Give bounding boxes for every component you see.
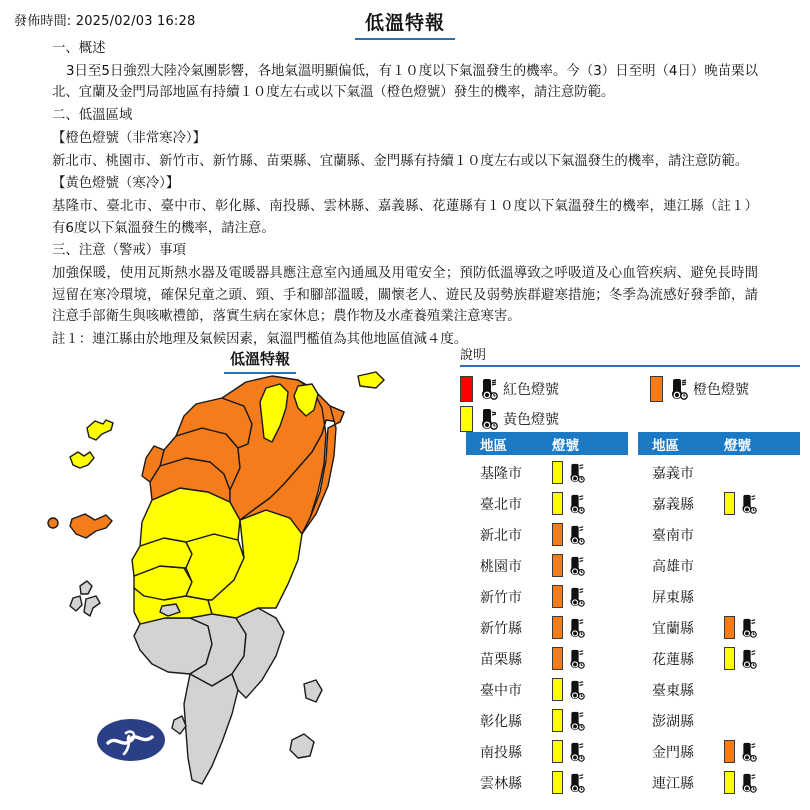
legend-title: 說明	[460, 344, 800, 367]
signal-swatch-orange	[724, 740, 735, 763]
thermometer-icon	[565, 710, 585, 732]
region-table-right	[638, 432, 800, 798]
thermometer-icon	[565, 741, 585, 763]
legend-panel	[460, 344, 800, 434]
map-title-text: 低溫特報	[224, 348, 296, 374]
table-cell-area: 基隆市	[480, 465, 522, 482]
table-cell-signal	[552, 709, 622, 732]
table-cell-area: 彰化縣	[480, 713, 522, 730]
publish-time-value: 2025/02/03 16:28	[75, 14, 196, 29]
signal-swatch-yellow	[552, 771, 563, 794]
table-row[interactable]	[466, 736, 628, 767]
map-region-lienchiang-b[interactable]	[70, 452, 94, 468]
table-row[interactable]	[466, 705, 628, 736]
legend-items	[460, 374, 800, 434]
table-row[interactable]	[466, 550, 628, 581]
orange-signal-bracket: 【橙色燈號（非常寒冷）】	[52, 130, 206, 146]
table-cell-signal	[552, 523, 622, 546]
table-row[interactable]	[638, 705, 800, 736]
table-row[interactable]	[466, 488, 628, 519]
yellow-signal-bracket: 【黃色燈號（寒冷）】	[52, 176, 180, 192]
thermometer-icon	[565, 555, 585, 577]
thermometer-icon	[565, 772, 585, 794]
yellow-signal-regions: 基隆市、臺北市、臺中市、彰化縣、南投縣、雲林縣、嘉義縣、花蓮縣有１０度以下氣溫發生的機率，連江縣（註１）有6度以下氣溫發生的機率，請注意。	[52, 198, 758, 236]
table-cell-area: 金門縣	[652, 744, 694, 761]
map-region-matsu-islet[interactable]	[358, 372, 384, 388]
table-header-row	[466, 432, 628, 455]
thermometer-icon	[476, 407, 498, 431]
table-cell-signal	[552, 678, 622, 701]
orange-signal-regions: 新北市、桃園市、新竹市、新竹縣、苗栗縣、宜蘭縣、金門縣有持續１０度左右或以下氣溫發生的機率，請注意防範。	[52, 153, 749, 169]
legend-item-red[interactable]	[460, 376, 650, 402]
column-header-signal: 燈號	[552, 437, 579, 454]
table-cell-signal	[552, 585, 622, 608]
table-cell-signal	[724, 771, 794, 794]
signal-swatch-orange	[552, 523, 563, 546]
section1-body: 3日至5日強烈大陸冷氣團影響，各地氣溫明顯偏低，有１０度以下氣溫發生的機率。今（3）日至明（4日）晚苗栗以北、宜蘭及金門局部地區有持續１０度左右或以下氣溫（橙色燈號）發生的機率，請注意防範。	[52, 63, 758, 101]
thermometer-icon	[565, 648, 585, 670]
legend-label-yellow: 黃色燈號	[503, 412, 559, 428]
table-cell-area: 新竹市	[480, 589, 522, 606]
page-title	[0, 8, 810, 40]
table-cell-area: 南投縣	[480, 744, 522, 761]
table-row[interactable]	[638, 581, 800, 612]
signal-swatch-yellow	[724, 492, 735, 515]
signal-swatch-orange	[552, 616, 563, 639]
thermometer-icon	[565, 493, 585, 515]
table-cell-area: 臺東縣	[652, 682, 694, 699]
table-cell-area: 新北市	[480, 527, 522, 544]
map-region-lienchiang-a[interactable]	[87, 420, 113, 440]
table-cell-area: 連江縣	[652, 775, 694, 792]
legend-swatch-red	[460, 376, 473, 402]
section3-heading: 三、注意（警戒）事項	[52, 243, 186, 259]
table-cell-area: 桃園市	[480, 558, 522, 575]
map-region-tainan[interactable]	[134, 618, 212, 674]
signal-swatch-orange	[552, 585, 563, 608]
table-cell-signal	[724, 616, 794, 639]
thermometer-icon	[666, 377, 688, 401]
legend-swatch-yellow	[460, 406, 473, 432]
signal-swatch-yellow	[552, 678, 563, 701]
page-title-text: 低溫特報	[355, 8, 455, 40]
column-header-signal: 燈號	[724, 437, 751, 454]
table-body-right	[638, 457, 800, 798]
table-row[interactable]	[638, 674, 800, 705]
thermometer-icon	[565, 679, 585, 701]
signal-swatch-yellow	[552, 740, 563, 763]
table-cell-signal	[724, 492, 794, 515]
table-cell-area: 花蓮縣	[652, 651, 694, 668]
map-region-kinmen-islet[interactable]	[48, 518, 58, 528]
signal-swatch-yellow	[724, 647, 735, 670]
thermometer-icon	[737, 741, 757, 763]
table-row[interactable]	[638, 519, 800, 550]
table-row[interactable]	[466, 767, 628, 798]
table-cell-signal	[552, 740, 622, 763]
signal-swatch-yellow	[552, 461, 563, 484]
map-region-taitung-islet-b[interactable]	[290, 734, 314, 758]
thermometer-icon	[565, 586, 585, 608]
signal-swatch-orange	[552, 554, 563, 577]
table-cell-area: 宜蘭縣	[652, 620, 694, 637]
thermometer-icon	[737, 493, 757, 515]
footnote-1: 註１：連江縣由於地理及氣候因素，氣溫門檻值為其他地區值減４度。	[52, 332, 468, 348]
map-region-pingtung-islet[interactable]	[172, 716, 186, 734]
report-body	[52, 38, 758, 352]
thermometer-icon	[476, 377, 498, 401]
map-region-taitung-islet-a[interactable]	[304, 680, 322, 702]
table-cell-area: 臺北市	[480, 496, 522, 513]
legend-row	[460, 374, 800, 404]
table-row[interactable]	[466, 612, 628, 643]
table-cell-signal	[552, 647, 622, 670]
signal-swatch-orange	[552, 647, 563, 670]
thermometer-icon	[737, 648, 757, 670]
table-cell-signal	[552, 771, 622, 794]
publish-time-label: 發佈時間:	[14, 14, 72, 29]
table-cell-signal	[552, 461, 622, 484]
table-row[interactable]	[638, 612, 800, 643]
table-cell-signal	[724, 647, 794, 670]
signal-swatch-yellow	[552, 492, 563, 515]
table-row[interactable]	[638, 767, 800, 798]
table-row[interactable]	[466, 581, 628, 612]
table-cell-signal	[552, 616, 622, 639]
table-row[interactable]	[466, 519, 628, 550]
column-header-area: 地區	[652, 437, 679, 454]
section3-body: 加強保暖，使用瓦斯熱水器及電暖器具應注意室內通風及用電安全；預防低溫導致之呼吸道及心血管疾病、避免長時間逗留在寒冷環境，確保兒童之頭、頸、手和腳部溫暖，關懷老人、遊民及弱勢族群避寒措施；冬季為流感好發季節，請注意手部衛生與咳嗽禮節，落實生病在家休息；農作物及水產養殖業注意寒害。	[52, 266, 758, 325]
map-region-penghu-a[interactable]	[80, 581, 92, 594]
map-region-penghu-b[interactable]	[70, 596, 82, 611]
signal-swatch-orange	[724, 616, 735, 639]
thermometer-icon	[565, 617, 585, 639]
table-row[interactable]	[638, 550, 800, 581]
map-region-penghu-c[interactable]	[84, 596, 100, 616]
map-region-pingtung[interactable]	[184, 674, 238, 784]
table-row[interactable]	[466, 674, 628, 705]
region-signal-tables	[466, 432, 800, 798]
table-cell-area: 新竹縣	[480, 620, 522, 637]
table-row[interactable]	[638, 457, 800, 488]
table-cell-area: 雲林縣	[480, 775, 522, 792]
section2-heading: 二、低溫區域	[52, 108, 133, 124]
section1-heading: 一、概述	[52, 41, 106, 56]
table-cell-area: 澎湖縣	[652, 713, 694, 730]
signal-swatch-yellow	[724, 771, 735, 794]
legend-label-red: 紅色燈號	[503, 382, 559, 398]
table-cell-signal	[552, 492, 622, 515]
legend-item-yellow[interactable]	[460, 406, 650, 432]
table-body-left	[466, 457, 628, 798]
thermometer-icon	[737, 617, 757, 639]
thermometer-icon	[565, 524, 585, 546]
table-cell-area: 屏東縣	[652, 589, 694, 606]
legend-item-orange[interactable]	[650, 376, 800, 402]
cwa-logo	[96, 716, 166, 764]
map-region-kinmen[interactable]	[70, 514, 112, 538]
region-table-left	[466, 432, 628, 798]
table-row[interactable]	[638, 643, 800, 674]
legend-label-orange: 橙色燈號	[693, 382, 749, 398]
table-cell-area: 臺南市	[652, 527, 694, 544]
thermometer-icon	[737, 772, 757, 794]
table-cell-signal	[724, 740, 794, 763]
table-cell-area: 臺中市	[480, 682, 522, 699]
table-row[interactable]	[466, 457, 628, 488]
table-row[interactable]	[638, 488, 800, 519]
table-cell-area: 高雄市	[652, 558, 694, 575]
column-header-area: 地區	[480, 437, 507, 454]
legend-row	[460, 404, 800, 434]
legend-swatch-orange	[650, 376, 663, 402]
table-cell-signal	[552, 554, 622, 577]
table-header-row	[638, 432, 800, 455]
table-cell-area: 嘉義縣	[652, 496, 694, 513]
table-row[interactable]	[466, 643, 628, 674]
table-cell-area: 嘉義市	[652, 465, 694, 482]
signal-swatch-yellow	[552, 709, 563, 732]
thermometer-icon	[565, 462, 585, 484]
table-row[interactable]	[638, 736, 800, 767]
table-cell-area: 苗栗縣	[480, 651, 522, 668]
